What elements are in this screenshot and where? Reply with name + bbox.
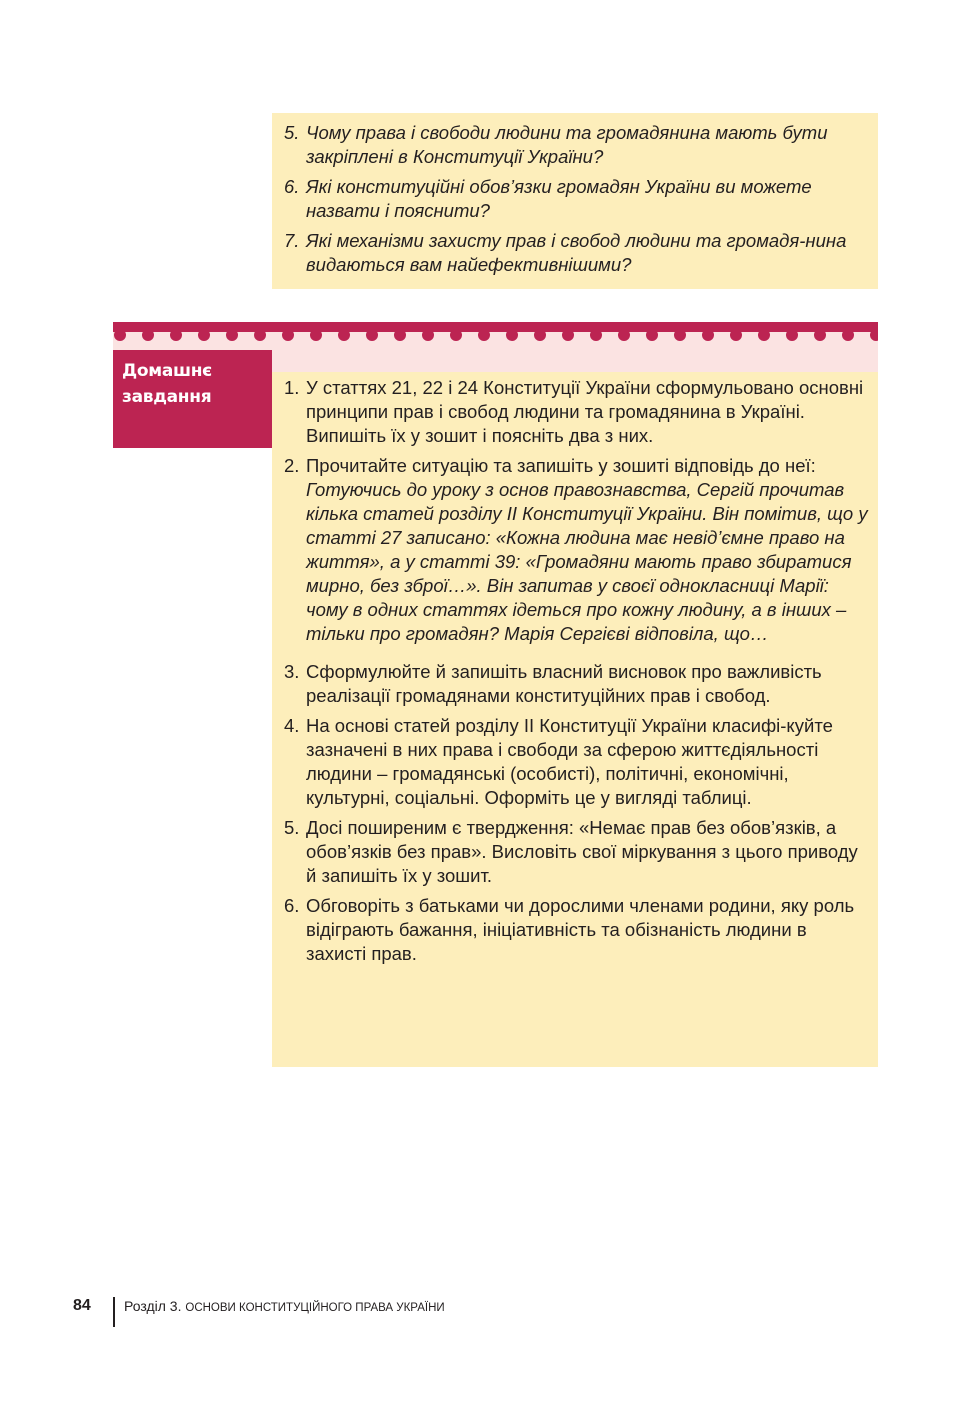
homework-item-text: У статтях 21, 22 і 24 Конституції України сформульовано основні принципи прав і свобод людини та громадянина в Україні. Випишіть їх у зошит і поясніть два з них. — [306, 377, 864, 446]
decor-dot — [450, 329, 462, 341]
footer-section — [124, 1298, 445, 1314]
homework-item-number: 3. — [284, 661, 300, 682]
decor-dot — [478, 329, 490, 341]
decor-dot — [674, 329, 686, 341]
homework-item-number: 2. — [284, 455, 300, 476]
decor-dot — [114, 329, 126, 341]
dotted-border-decoration — [113, 322, 878, 348]
homework-item — [272, 714, 878, 810]
decor-dot — [394, 329, 406, 341]
decor-dot — [562, 329, 574, 341]
question-text: Які конституційні обов’язки громадян України ви можете назвати і пояснити? — [306, 176, 812, 221]
review-questions-list — [272, 121, 878, 283]
homework-item — [272, 454, 878, 646]
review-questions-box — [272, 113, 878, 289]
homework-item — [272, 660, 878, 708]
homework-item-text: Сформулюйте й запишіть власний висновок про важливість реалізації громадянами конституційних прав і свобод. — [306, 661, 822, 706]
homework-item-text: Обговоріть з батьками чи дорослими членами родини, яку роль відіграють бажання, ініціативність та обізнаність людини в захисті прав. — [306, 895, 855, 964]
question-number: 6. — [284, 176, 300, 197]
homework-box — [272, 372, 878, 1067]
decor-dot — [758, 329, 770, 341]
decor-dot — [366, 329, 378, 341]
decor-dot — [310, 329, 322, 341]
homework-item-number: 4. — [284, 715, 300, 736]
page-number: 84 — [73, 1297, 91, 1314]
homework-item — [272, 376, 878, 448]
decor-dot — [730, 329, 742, 341]
homework-item-text: Прочитайте ситуацію та запишіть у зошиті відповідь до неї: — [306, 455, 816, 476]
decor-dot — [534, 329, 546, 341]
decor-dot — [254, 329, 266, 341]
homework-item-number: 6. — [284, 895, 300, 916]
homework-situation-text: Готуючись до уроку з основ правознавства, Сергій прочитав кілька статей розділу ІІ Конституції України. Він помітив, що у статті 27 записано: «Кожна людина має невід’ємне право на життя», а у статті 39: «Громадяни мають право збиратися мирно, без зброї…». Він запитав у своєї однокласниці Марії: чому в одних статтях ідеться про кожну людину, а в інших – тільки про громадян? Марія Сергієві відповіла, що… — [306, 479, 868, 644]
question-number: 7. — [284, 230, 300, 251]
decor-dot — [618, 329, 630, 341]
footer-section-title: ОСНОВИ КОНСТИТУЦІЙНОГО ПРАВА УКРАЇНИ — [185, 1302, 445, 1314]
decor-dot — [282, 329, 294, 341]
decor-dot — [198, 329, 210, 341]
decor-dot — [786, 329, 798, 341]
homework-label — [113, 350, 272, 448]
footer-section-label: Розділ 3. — [124, 1298, 182, 1314]
decor-dot — [506, 329, 518, 341]
homework-item-text: На основі статей розділу ІІ Конституції України класифі-куйте зазначені в них права і свободи за сферою життєдіяльності людини – громадянські (особисті), політичні, економічні, культурні, соціальні. Оформіть це у вигляді таблиці. — [306, 715, 833, 808]
homework-item — [272, 894, 878, 966]
question-item — [272, 229, 878, 277]
page-footer — [0, 1295, 963, 1327]
decor-dot — [422, 329, 434, 341]
homework-list — [272, 376, 878, 972]
footer-divider — [113, 1297, 115, 1327]
homework-item-number: 5. — [284, 817, 300, 838]
decor-dot — [646, 329, 658, 341]
decor-dot — [338, 329, 350, 341]
decor-dot — [142, 329, 154, 341]
decor-dot — [170, 329, 182, 341]
homework-label-line1: Домашнє — [122, 361, 212, 381]
decor-dot — [842, 329, 854, 341]
question-text: Які механізми захисту прав і свобод людини та громадя-нина видаються вам найефективнішими? — [306, 230, 847, 275]
homework-item-text: Досі поширеним є твердження: «Немає прав без обов’язків, а обов’язків без прав». Висловіть свої міркування з цього приводу й запишіть їх у зошит. — [306, 817, 858, 886]
homework-label-line2: завдання — [122, 387, 212, 407]
decor-dot — [702, 329, 714, 341]
homework-item-number: 1. — [284, 377, 300, 398]
homework-item — [272, 816, 878, 888]
question-number: 5. — [284, 122, 300, 143]
question-text: Чому права і свободи людини та громадянина мають бути закріплені в Конституції України? — [306, 122, 828, 167]
decor-dot — [814, 329, 826, 341]
question-item — [272, 175, 878, 223]
question-item — [272, 121, 878, 169]
decor-dot — [226, 329, 238, 341]
decor-dot — [590, 329, 602, 341]
